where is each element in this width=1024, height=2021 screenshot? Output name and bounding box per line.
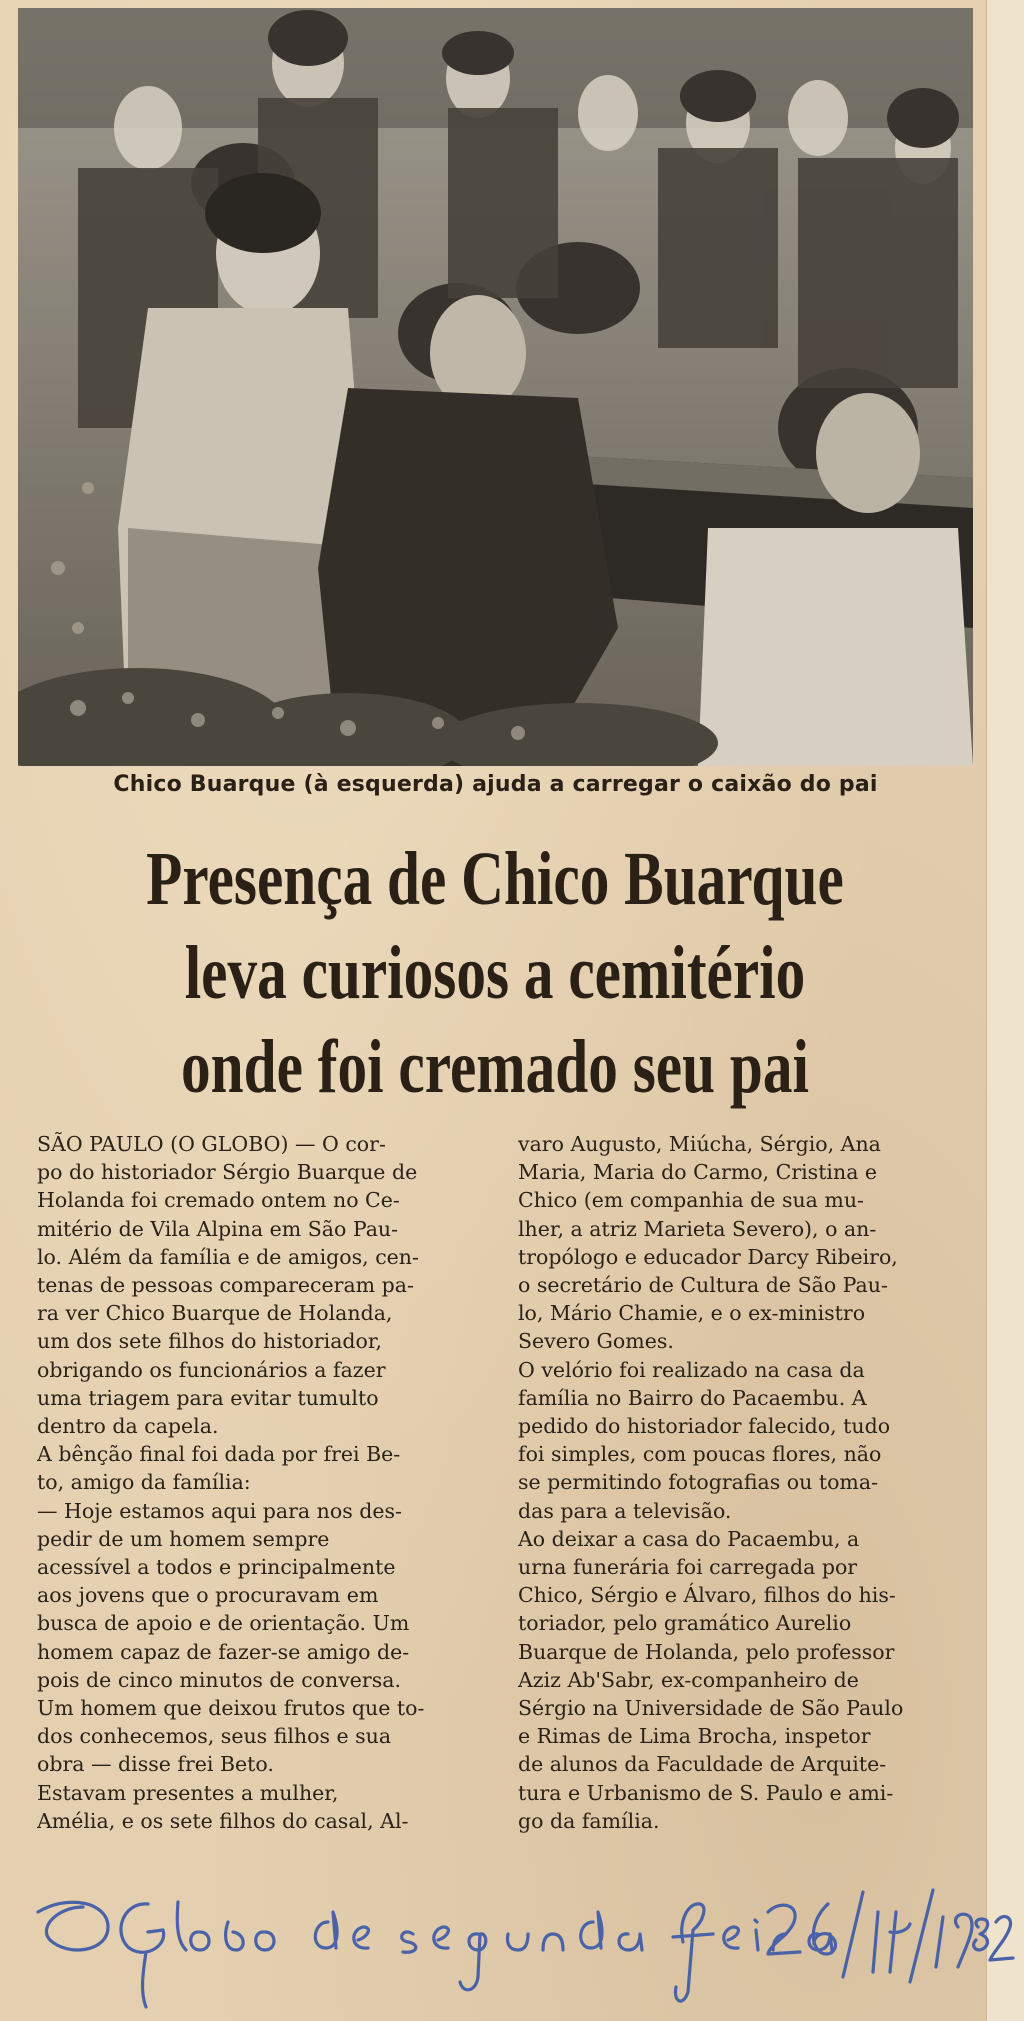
- funeral-photo: [18, 8, 973, 766]
- article-line: to, amigo da família:: [37, 1470, 251, 1495]
- headline-line-2: leva curiosos a cemitério: [184, 931, 806, 1015]
- article-line: busca de apoio e de orientação. Um: [37, 1611, 410, 1636]
- article-line: de alunos da Faculdade de Arquite-: [518, 1752, 887, 1777]
- article-line: Um homem que deixou frutos que to-: [37, 1696, 425, 1721]
- article-line: lo, Mário Chamie, e o ex-ministro: [518, 1301, 866, 1326]
- article-line: o secretário de Cultura de São Pau-: [518, 1273, 888, 1298]
- article-line: pois de cinco minutos de conversa.: [37, 1667, 401, 1692]
- article-line: dentro da capela.: [37, 1414, 219, 1439]
- article-line: SÃO PAULO (O GLOBO) — O cor-: [37, 1132, 386, 1156]
- article-line: ra ver Chico Buarque de Holanda,: [37, 1301, 393, 1326]
- article-line: Aziz Ab'Sabr, ex-companheiro de: [518, 1667, 859, 1692]
- article-line: Chico, Sérgio e Álvaro, filhos do his-: [518, 1583, 896, 1608]
- article-line: Sérgio na Universidade de São Paulo: [518, 1696, 904, 1721]
- article-line: go da família.: [518, 1808, 660, 1833]
- article-line: — Hoje estamos aqui para nos des-: [37, 1498, 402, 1523]
- article-line: varo Augusto, Miúcha, Sérgio, Ana: [518, 1132, 881, 1156]
- article-line: lo. Além da família e de amigos, cen-: [37, 1244, 419, 1269]
- article-column-right: [518, 1130, 978, 1835]
- article-line: obrigando os funcionários a fazer: [37, 1357, 386, 1382]
- headline: [125, 832, 866, 1114]
- article-line: O velório foi realizado na casa da: [518, 1357, 865, 1382]
- article-line: A bênção final foi dada por frei Be-: [37, 1442, 401, 1467]
- article-line: homem capaz de fazer-se amigo de-: [37, 1639, 410, 1664]
- article-column-left: [37, 1130, 465, 1835]
- article-line: tropólogo e educador Darcy Ribeiro,: [518, 1244, 898, 1269]
- article-line: Severo Gomes.: [518, 1329, 674, 1354]
- article-line: toriador, pelo gramático Aurelio: [518, 1611, 852, 1636]
- article-line: das para a televisão.: [518, 1498, 732, 1523]
- article-line: Estavam presentes a mulher,: [37, 1780, 339, 1805]
- article-line: po do historiador Sérgio Buarque de: [37, 1160, 418, 1185]
- article-line: Ao deixar a casa do Pacaembu, a: [518, 1526, 860, 1551]
- headline-line-3: onde foi cremado seu pai: [181, 1025, 809, 1109]
- article-line: dos conhecemos, seus filhos e sua: [37, 1724, 392, 1749]
- article-line: tura e Urbanismo de S. Paulo e ami-: [518, 1780, 894, 1805]
- article-line: família no Bairro do Pacaembu. A: [518, 1385, 867, 1410]
- article-line: obra — disse frei Beto.: [37, 1752, 274, 1777]
- article-line: urna funerária foi carregada por: [518, 1555, 858, 1580]
- headline-line-1: Presença de Chico Buarque: [146, 837, 844, 921]
- article-line: Chico (em companhia de sua mu-: [518, 1188, 864, 1213]
- article-line: Maria, Maria do Carmo, Cristina e: [518, 1160, 878, 1185]
- article-line: Holanda foi cremado ontem no Ce-: [37, 1188, 400, 1213]
- article-line: tenas de pessoas compareceram pa-: [37, 1273, 414, 1298]
- handwritten-note-signature: [28, 1882, 1018, 2012]
- article-line: pedido do historiador falecido, tudo: [518, 1414, 891, 1439]
- article-line: pedir de um homem sempre: [37, 1526, 330, 1551]
- article-line: mitério de Vila Alpina em São Pau-: [37, 1216, 399, 1241]
- article-line: Amélia, e os sete filhos do casal, Al-: [37, 1808, 409, 1833]
- paper-edge: [986, 0, 1024, 2021]
- article-line: se permitindo fotografias ou toma-: [518, 1470, 879, 1495]
- article-line: e Rimas de Lima Brocha, inspetor: [518, 1724, 871, 1749]
- article-line: Buarque de Holanda, pelo professor: [518, 1639, 895, 1664]
- article-line: aos jovens que o procuravam em: [37, 1583, 379, 1608]
- article-line: lher, a atriz Marieta Severo), o an-: [518, 1216, 877, 1241]
- article-line: uma triagem para evitar tumulto: [37, 1385, 379, 1410]
- article-line: um dos sete filhos do historiador,: [37, 1329, 382, 1354]
- article-line: acessível a todos e principalmente: [37, 1555, 396, 1580]
- article-line: foi simples, com poucas flores, não: [518, 1442, 882, 1467]
- photo-caption: Chico Buarque (à esquerda) ajuda a carregar o caixão do pai: [113, 772, 878, 797]
